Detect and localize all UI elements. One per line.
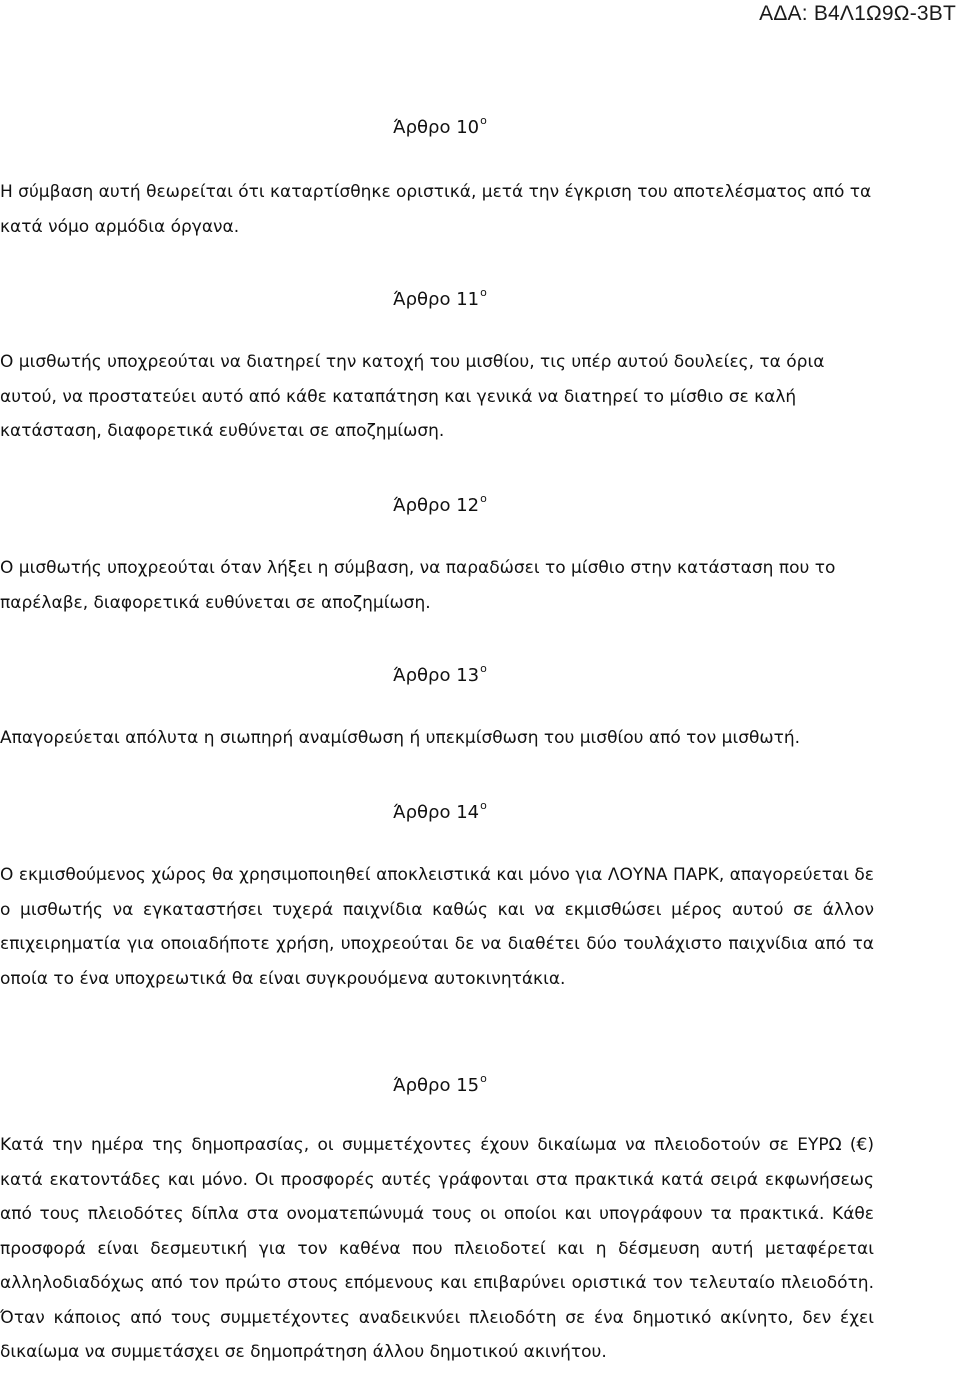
article-14-text: Ο εκμισθούμενος χώρος θα χρησιμοποιηθεί αποκλειστικά και μόνο για ΛΟΥΝΑ ΠΑΡΚ, απαγορεύεται δε ο μισθωτής να εγκαταστήσει τυχερά παιχνίδια καθώς και να εκμισθώσει μέρος αυτού σε άλλον επιχειρηματία για οποιαδήποτε χρήση, υποχρεούται δε να διαθέτει δύο τουλάχιστο παιχνίδια από τα οποία το ένα υποχρεωτικά θα είναι συγκρουόμενα αυτοκινητάκια.	[0, 865, 874, 989]
article-14-superscript: ο	[480, 799, 487, 812]
article-12-title: Άρθρο 12	[393, 495, 480, 516]
article-14-title: Άρθρο 14	[393, 802, 480, 823]
article-15-heading	[0, 1066, 880, 1099]
article-11-superscript: ο	[480, 286, 487, 299]
article-15-title: Άρθρο 15	[393, 1075, 480, 1096]
article-12-text: Ο μισθωτής υποχρεούται όταν λήξει η σύμβαση, να παραδώσει το μίσθιο στην κατάσταση που το παρέλαβε, διαφορετικά ευθύνεται σε αποζημίωση.	[0, 558, 836, 613]
article-11-text: Ο μισθωτής υποχρεούται να διατηρεί την κατοχή του μισθίου, τις υπέρ αυτού δουλείες, τα όρια αυτού, να προστατεύει αυτό από κάθε καταπάτηση και γενικά να διατηρεί το μίσθιο σε καλή κατάσταση, διαφορετικά ευθύνεται σε αποζημίωση.	[0, 352, 825, 441]
article-11-heading	[0, 280, 880, 313]
article-12-heading	[0, 486, 880, 519]
article-12-superscript: ο	[480, 492, 487, 505]
ada-code: ΑΔΑ: Β4Λ1Ω9Ω-3ΒΤ	[759, 2, 956, 25]
article-14-heading	[0, 793, 880, 826]
article-15-superscript: ο	[480, 1072, 487, 1085]
article-13-superscript: ο	[480, 662, 487, 675]
article-13-text: Απαγορεύεται απόλυτα η σιωπηρή αναμίσθωση ή υπεκμίσθωση του μισθίου από τον μισθωτή.	[0, 728, 801, 748]
article-13-heading	[0, 656, 880, 689]
article-15-text: Κατά την ημέρα της δημοπρασίας, οι συμμετέχοντες έχουν δικαίωμα να πλειοδοτούν σε ΕΥΡΩ (€) κατά εκατοντάδες και μόνο. Οι προσφορές αυτές γράφονται στα πρακτικά κατά σειρά εκφωνήσεως από τους πλειοδότες δίπλα στα ονοματεπώνυμά τους οι οποίοι και υπογράφουν τα πρακτικά. Κάθε προσφορά είναι δεσμευτική για τον καθένα που πλειοδοτεί και η δέσμευση αυτή μεταφέρεται αλληλοδιαδόχως από τον πρώτο στους επόμενους και επιβαρύνει οριστικά τον τελευταίο πλειοδότη. Όταν κάποιος από τους συμμετέχοντες αναδεικνύει πλειοδότη σε ένα δημοτικό ακίνητο, δεν έχει δικαίωμα να συμμετάσχει σε δημοπράτηση άλλου δημοτικού ακινήτου.	[0, 1135, 874, 1362]
article-13-title: Άρθρο 13	[393, 665, 480, 686]
article-10-text: Η σύμβαση αυτή θεωρείται ότι καταρτίσθηκε οριστικά, μετά την έγκριση του αποτελέσματος από τα κατά νόμο αρμόδια όργανα.	[0, 182, 872, 237]
article-10-superscript: ο	[480, 114, 487, 127]
article-10-heading	[0, 108, 880, 141]
article-10-title: Άρθρο 10	[393, 117, 480, 138]
article-11-title: Άρθρο 11	[393, 289, 480, 310]
